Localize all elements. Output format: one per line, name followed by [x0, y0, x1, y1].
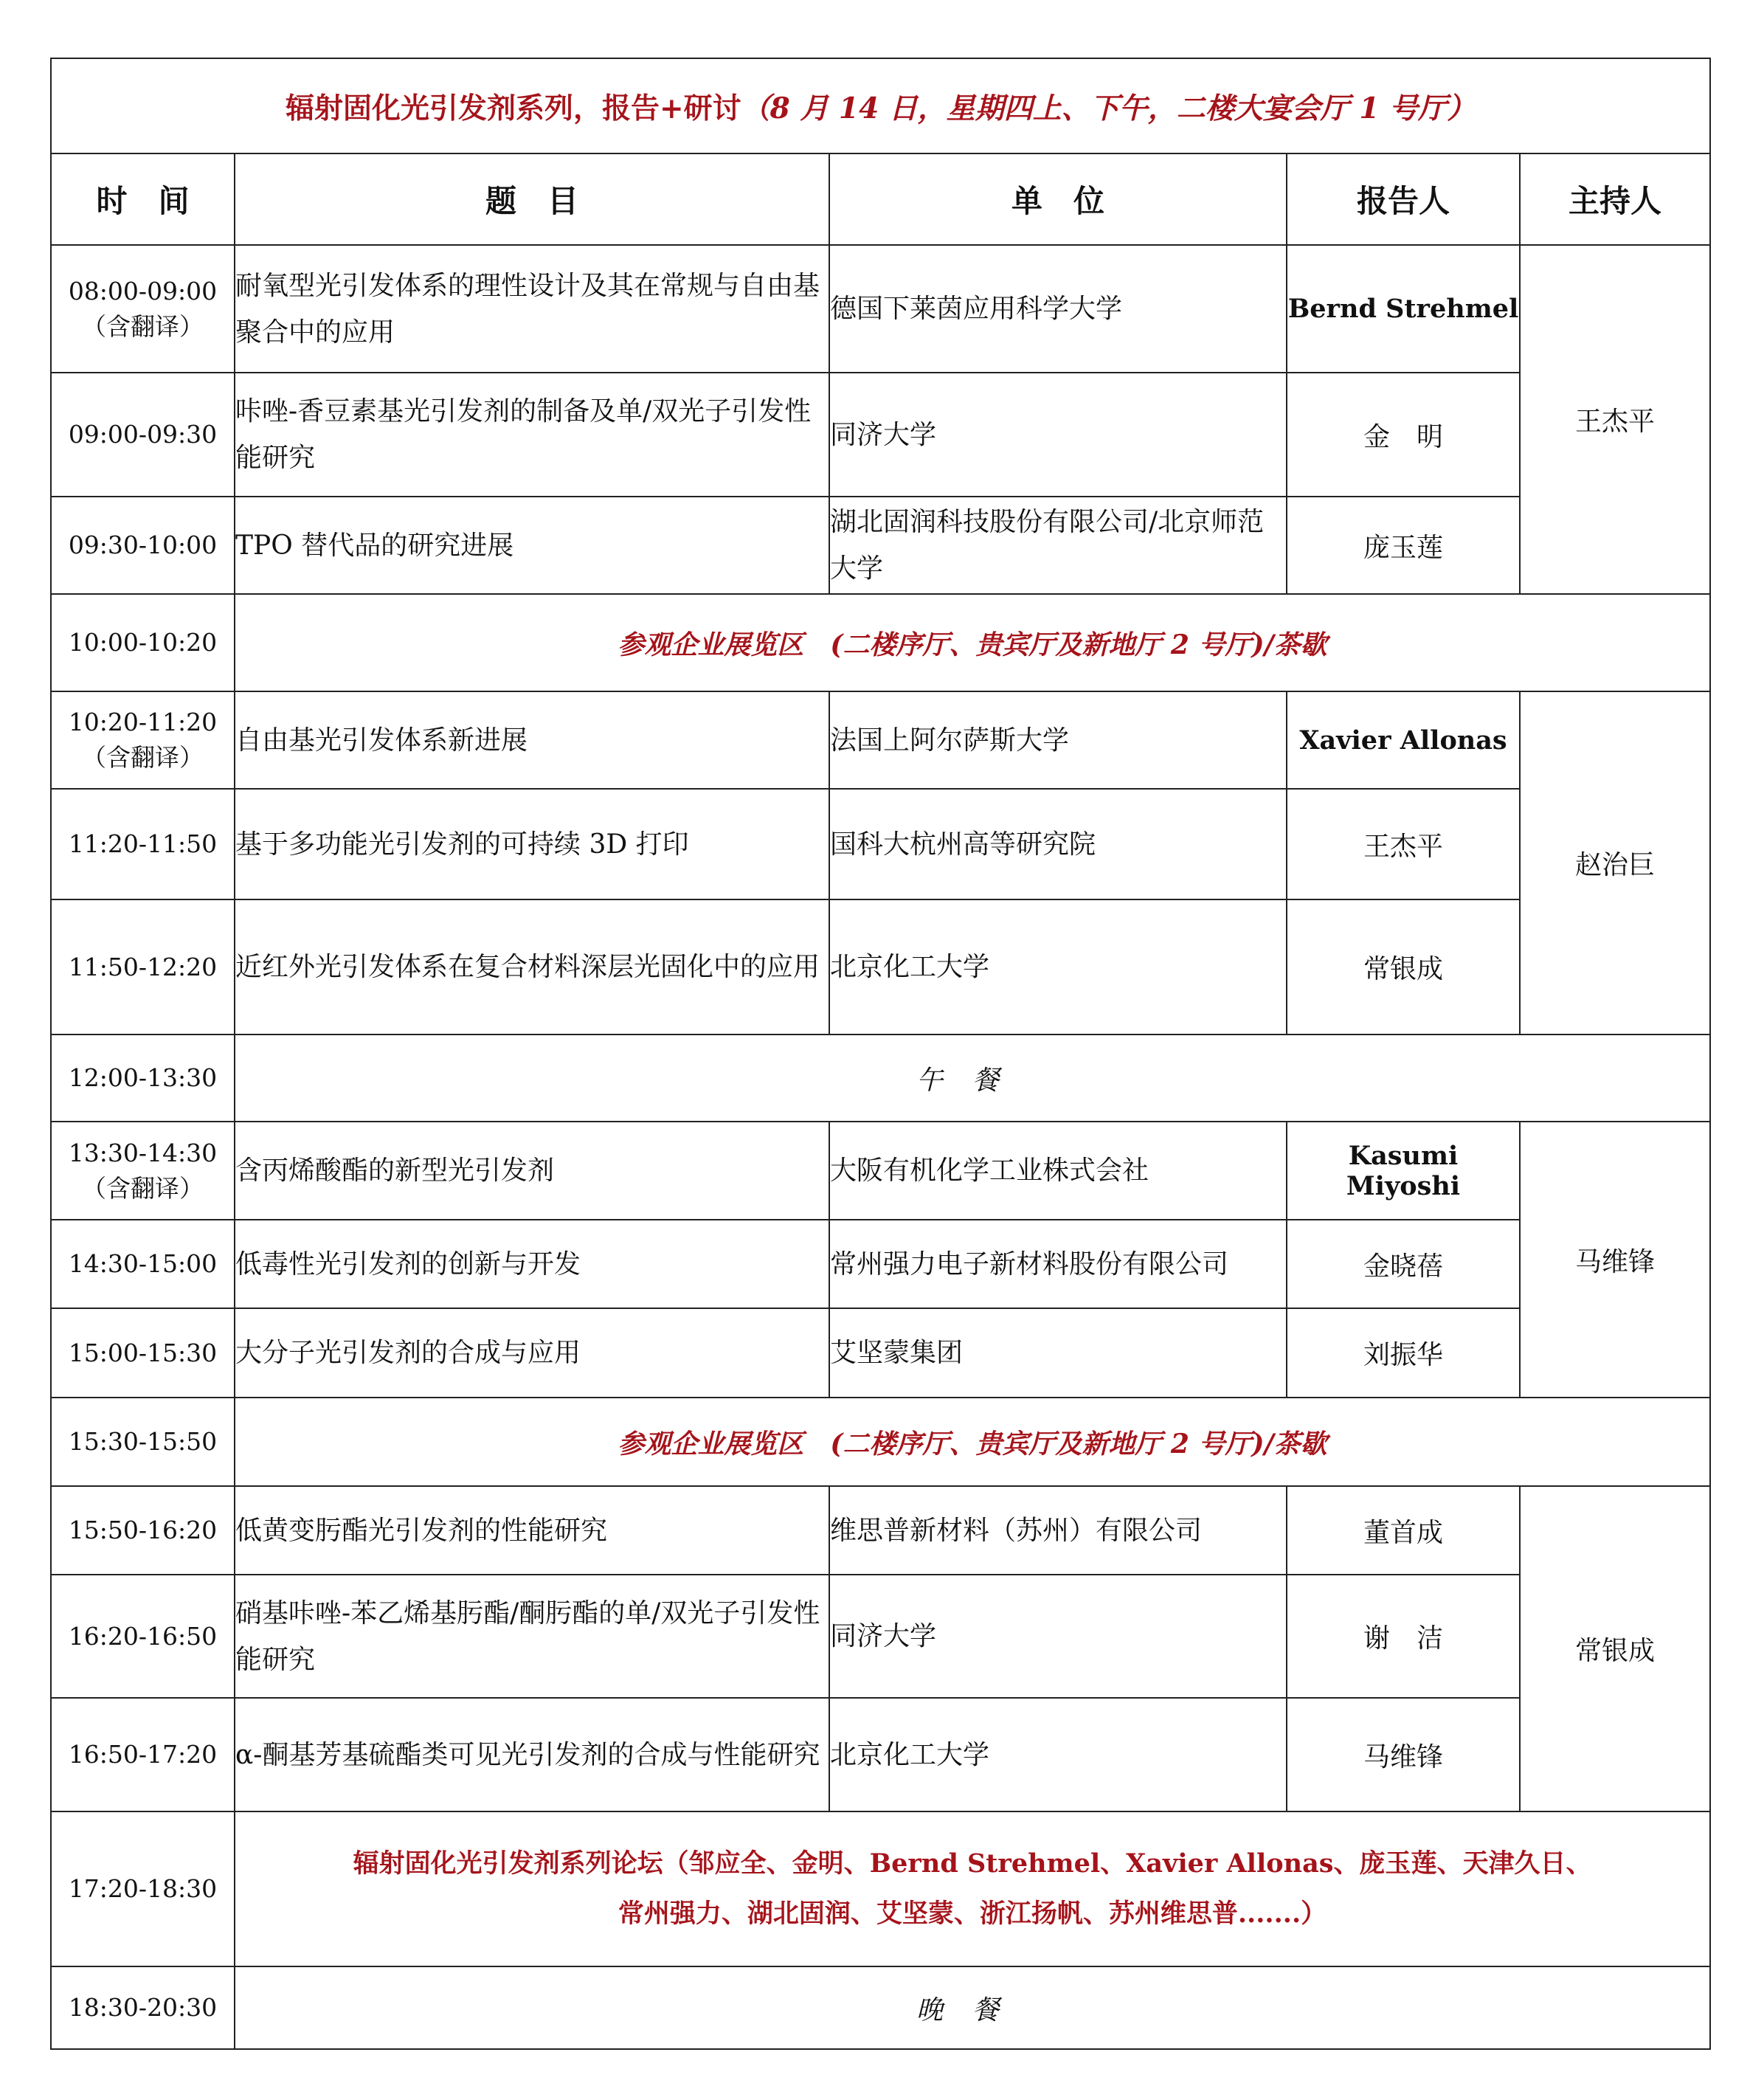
- forum-text: [235, 1811, 1710, 1966]
- break-time: 10:00-10:20: [51, 594, 235, 691]
- talk-time: 09:30-10:00: [51, 497, 235, 594]
- talk-speaker: 常银成: [1287, 899, 1520, 1035]
- dinner-row: [51, 1966, 1710, 2049]
- talk-row: [51, 691, 1710, 789]
- talk-time: 11:50-12:20: [51, 899, 235, 1035]
- talk-speaker: 庞玉莲: [1287, 497, 1520, 594]
- talk-unit: 北京化工大学: [829, 899, 1287, 1035]
- dinner-text: 晚餐: [235, 1966, 1710, 2049]
- talk-speaker: 马维锋: [1287, 1698, 1520, 1811]
- talk-speaker: 刘振华: [1287, 1308, 1520, 1398]
- talk-speaker: Xavier Allonas: [1287, 691, 1520, 789]
- talk-row: [51, 373, 1710, 497]
- session-host: 常银成: [1520, 1486, 1710, 1811]
- talk-row: [51, 1575, 1710, 1698]
- talk-row: [51, 245, 1710, 373]
- talk-topic: 大分子光引发剂的合成与应用: [235, 1308, 829, 1398]
- dinner-time: 18:30-20:30: [51, 1966, 235, 2049]
- lunch-text: 午餐: [235, 1035, 1710, 1122]
- break-time: 15:30-15:50: [51, 1398, 235, 1486]
- header-topic: 题 目: [235, 153, 829, 245]
- talk-speaker: 金晓蓓: [1287, 1220, 1520, 1308]
- title-detail: （8 月 14 日，星期四上、下午，二楼大宴会厅 1 号厅）: [741, 91, 1476, 125]
- talk-unit: 同济大学: [829, 373, 1287, 497]
- talk-row: [51, 1220, 1710, 1308]
- talk-topic: 基于多功能光引发剂的可持续 3D 打印: [235, 789, 829, 899]
- translation-note: （含翻译）: [82, 743, 204, 772]
- break-text: 参观企业展览区 (二楼序厅、贵宾厅及新地厅 2 号厅)/茶歇: [235, 1398, 1710, 1486]
- talk-topic: 咔唑-香豆素基光引发剂的制备及单/双光子引发性能研究: [235, 373, 829, 497]
- talk-unit: 大阪有机化学工业株式会社: [829, 1122, 1287, 1220]
- talk-speaker: Bernd Strehmel: [1287, 245, 1520, 373]
- talk-speaker: 董首成: [1287, 1486, 1520, 1575]
- translation-note: （含翻译）: [82, 1173, 204, 1203]
- talk-time: 09:00-09:30: [51, 373, 235, 497]
- header-unit: 单 位: [829, 153, 1287, 245]
- break-row: [51, 594, 1710, 691]
- talk-topic: 低黄变肟酯光引发剂的性能研究: [235, 1486, 829, 1575]
- talk-unit: 德国下莱茵应用科学大学: [829, 245, 1287, 373]
- talk-time: 16:50-17:20: [51, 1698, 235, 1811]
- schedule-table: [50, 58, 1711, 2050]
- header-host: 主持人: [1520, 153, 1710, 245]
- forum-line-1: 辐射固化光引发剂系列论坛（邹应全、金明、Bernd Strehmel、Xavier Allonas、庞玉莲、天津久日、: [353, 1848, 1592, 1879]
- break-text: 参观企业展览区 (二楼序厅、贵宾厅及新地厅 2 号厅)/茶歇: [235, 594, 1710, 691]
- talk-topic: 自由基光引发体系新进展: [235, 691, 829, 789]
- talk-topic: 硝基咔唑-苯乙烯基肟酯/酮肟酯的单/双光子引发性能研究: [235, 1575, 829, 1698]
- talk-time: 08:00-09:00 （含翻译）: [51, 245, 235, 373]
- talk-speaker: Kasumi Miyoshi: [1287, 1122, 1520, 1220]
- lunch-row: [51, 1035, 1710, 1122]
- forum-row: [51, 1811, 1710, 1966]
- break-row: [51, 1398, 1710, 1486]
- talk-row: [51, 1308, 1710, 1398]
- forum-line-2: 常州强力、湖北固润、艾坚蒙、浙江扬帆、苏州维思普.......）: [618, 1899, 1327, 1929]
- talk-time: 10:20-11:20 （含翻译）: [51, 691, 235, 789]
- talk-time: 13:30-14:30 （含翻译）: [51, 1122, 235, 1220]
- talk-speaker: 王杰平: [1287, 789, 1520, 899]
- header-speaker: 报告人: [1287, 153, 1520, 245]
- talk-unit: 艾坚蒙集团: [829, 1308, 1287, 1398]
- lunch-time: 12:00-13:30: [51, 1035, 235, 1122]
- talk-topic: TPO 替代品的研究进展: [235, 497, 829, 594]
- talk-row: [51, 1486, 1710, 1575]
- schedule-title: [51, 58, 1710, 153]
- session-host: 赵治巨: [1520, 691, 1710, 1035]
- header-time: 时 间: [51, 153, 235, 245]
- talk-topic: 含丙烯酸酯的新型光引发剂: [235, 1122, 829, 1220]
- talk-speaker: 金 明: [1287, 373, 1520, 497]
- talk-unit: 国科大杭州高等研究院: [829, 789, 1287, 899]
- talk-time: 11:20-11:50: [51, 789, 235, 899]
- talk-row: [51, 1122, 1710, 1220]
- talk-row: [51, 1698, 1710, 1811]
- forum-time: 17:20-18:30: [51, 1811, 235, 1966]
- talk-unit: 湖北固润科技股份有限公司/北京师范大学: [829, 497, 1287, 594]
- talk-unit: 同济大学: [829, 1575, 1287, 1698]
- talk-unit: 北京化工大学: [829, 1698, 1287, 1811]
- session-host: 王杰平: [1520, 245, 1710, 594]
- talk-topic: 低毒性光引发剂的创新与开发: [235, 1220, 829, 1308]
- talk-speaker: 谢 洁: [1287, 1575, 1520, 1698]
- session-host: 马维锋: [1520, 1122, 1710, 1398]
- talk-row: [51, 789, 1710, 899]
- talk-row: [51, 899, 1710, 1035]
- talk-time: 15:50-16:20: [51, 1486, 235, 1575]
- talk-unit: 维思普新材料（苏州）有限公司: [829, 1486, 1287, 1575]
- translation-note: （含翻译）: [82, 311, 204, 341]
- talk-topic: 耐氧型光引发体系的理性设计及其在常规与自由基聚合中的应用: [235, 245, 829, 373]
- talk-topic: α-酮基芳基硫酯类可见光引发剂的合成与性能研究: [235, 1698, 829, 1811]
- talk-unit: 法国上阿尔萨斯大学: [829, 691, 1287, 789]
- talk-time: 14:30-15:00: [51, 1220, 235, 1308]
- title-text: 辐射固化光引发剂系列，报告+研讨: [285, 91, 741, 125]
- talk-row: [51, 497, 1710, 594]
- talk-time: 16:20-16:50: [51, 1575, 235, 1698]
- talk-unit: 常州强力电子新材料股份有限公司: [829, 1220, 1287, 1308]
- header-row: [51, 153, 1710, 245]
- talk-time: 15:00-15:30: [51, 1308, 235, 1398]
- talk-topic: 近红外光引发体系在复合材料深层光固化中的应用: [235, 899, 829, 1035]
